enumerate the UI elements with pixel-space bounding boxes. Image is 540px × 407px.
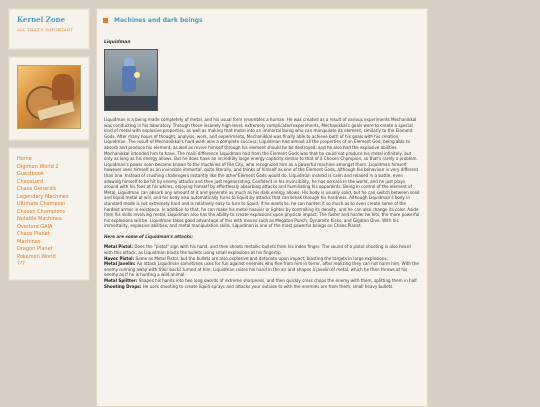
article-body [104, 117, 420, 289]
attack-desc: Same as Metal Pistol, but the bullets are also explosive and detonate upon impact, blasting the targets in large explosions. [135, 255, 388, 261]
nav-menu [8, 147, 90, 281]
nav-item-overlord-gaia[interactable]: Overlord GAIA [17, 223, 53, 230]
nav-item-chaoslord[interactable]: ChaosLord [17, 178, 44, 185]
nav-item-chaos-planet[interactable]: Chaos Planet [17, 231, 50, 237]
attack-desc: Does the "pistol" sign with his hand, and then shoots metallic bullets from his index finger. The sound of a pistol shooting is also heard with this attack, as Liquidman blasts the bullets using small explosions at his fingertip. [104, 244, 411, 256]
attack-item [104, 244, 420, 255]
attack-desc: An attack Liquidman sometimes uses for fun against enemies who flee from him in terror, after realizing they can not harm him. With the enemy running away with their backs turned at him, Liquidman raises his hand in the air and shapes a javelin of metal, which he then throws at his enemy as if he is hunting a wild animal. [104, 261, 419, 278]
attack-name: Metal Javelin: [104, 261, 136, 267]
nav-item-home[interactable]: Home [17, 156, 32, 162]
page-title: Machines and dark beings [114, 17, 203, 24]
sidebar-image-panel [8, 56, 90, 141]
nav-item-digimon-world-2[interactable]: Digimon World 2 [17, 163, 59, 170]
attack-item [104, 284, 420, 290]
sidebar [8, 8, 90, 281]
attacks-heading: Here are some of Liquidman's attacks: [104, 233, 194, 239]
attack-desc: He uses shooting to create liquid sprays and attacks your outside to with the enemies are from them, small heavy bullets. [142, 283, 394, 289]
nav-item-dragon-planet[interactable]: Dragon Planet [17, 246, 53, 252]
nav-item-ultimate-champion[interactable]: Ultimate Champion [17, 201, 66, 207]
liquidman-image [104, 49, 158, 111]
nav-item-notable-machines[interactable]: Notable Machines [17, 216, 62, 222]
site-title[interactable]: Kernel Zone [17, 15, 66, 24]
nav-item-guestbook[interactable]: Guestbook [17, 171, 44, 177]
heading-bullet-icon [103, 18, 108, 23]
main-content [96, 8, 428, 407]
nav-item-legendary-machines[interactable]: Legendary Machines [17, 193, 69, 200]
attack-name: Shooting Drops: [104, 283, 142, 289]
nav-item-chaos-generals[interactable]: Chaos Generals [17, 186, 57, 192]
attack-desc: Shapes his hands into two long swords of extreme sharpness, and then quickly cross chops the enemy with them, splitting them in half. [138, 278, 418, 284]
attack-item [104, 261, 420, 278]
attack-name: Havoc Pistol: [104, 255, 135, 261]
description-paragraph: Liquidman is a being made completely of metal, and his usual form resembles a human. He was created as a result of various experiments Mechanikkal was conducting in his laboratory. Through those insanely high-level, extremely complicated experiments, Mechanikkal's goals were to create a special kind of metal with explosive properties, as well as making that metal into an immortal being who can manipulate its element, similarly to the Element Gods. After many hours of thought, analysis, work, and experiments, Mechanikkal was finally able to achieve both of his goals with his creation, Liquidman. The result of Mechanikkal's hard work was a complete success; Liquidman had almost all the properties of an Element God, being able to absorb and produce his element, as well as revive himself through his element should he be destroyed, and he also had the explosive abilities Mechanikkal intended him to have. The main difference Liquidman had from the Element Gods was that he could not produce his metal infinitely, but only as long as his energy allows. But he does have an incredibly large energy capacity similar to that of a Chosen Champion, so that's rarely a problem. Liquidman's power soon became known to the machines of File City, who recognized him as a powerful machine amongst them. Liquidman himself however sees himself as an invincible immortal, quite literally, and thinks of himself as one of the Element Gods, although his behaviour is very different than one. Instead of crushing challengers instantly like the other Element Gods would do, Liquidman instead is calm and relaxed in a battle, even allowing himself to be hit by enemy attacks and then just regenerating. Confident in his invincibility, he has no care in the world, and he just plays around with his foes at his whims, enjoying himself by effortlessly absorbing attacks and humiliating his opponents. Being in control of the element of Metal, Liquidman can absorb any amount of it and generate as much as his dark energy allows. His body is usually solid, but he can switch between solid and liquid metal at will, and his body also automatically turns to liquid by attacks that can break through his hardness. Although Liquidman's body in standard mode is not extremely hard and is relatively easy to turn to liquid, if he wants to, he can harden it so much as to even create some of the hardest armor in existence. In addition to that, he can make his metal heavier or lighter by controlling its density, and he can also change its color. Aside from his skills involving metal, Liquidman also has the ability to create explosions upon physical impact. The faster and harder he hits, the more powerful his explosions will be. Liquidman takes good advantage of this with moves such as Megaton Punch, Dynamite Kicks, and Gigaton Dive. With his immortality, explosive abilities, and metal manipulation skills, Liquidman is one of the most powerful beings on Chaos Planet. [104, 117, 420, 229]
sidebar-artwork [17, 65, 81, 129]
page-heading [103, 17, 203, 24]
site-subtitle: ALL THAT'S IMPORTANT [17, 27, 74, 32]
attack-name: Metal Splitter: [104, 278, 138, 284]
nav-item-machines[interactable]: Machines [17, 238, 41, 245]
nav-item-unknown[interactable]: ??? [17, 261, 25, 267]
site-header [8, 8, 90, 50]
nav-item-chosen-champions[interactable]: Chosen Champions [17, 208, 66, 215]
section-title: Liquidman [104, 40, 131, 45]
attack-name: Metal Pistol: [104, 244, 134, 250]
nav-item-pokemon-world[interactable]: Pokemon World [17, 253, 56, 260]
